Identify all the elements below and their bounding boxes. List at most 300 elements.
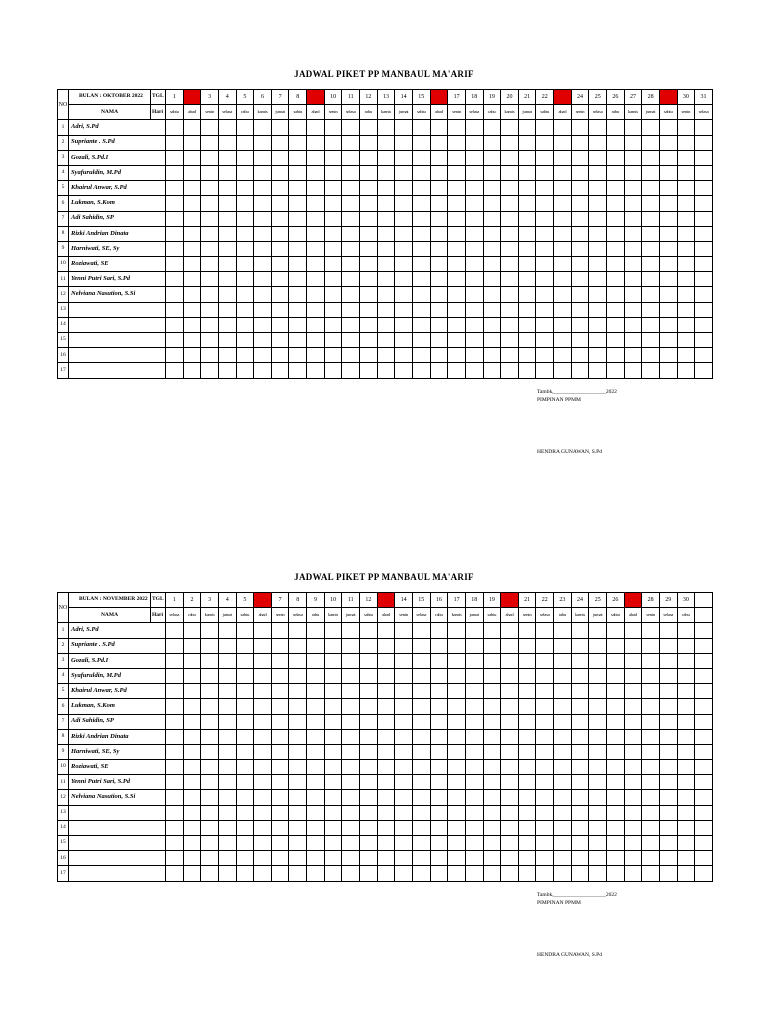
schedule-cell	[607, 135, 625, 150]
schedule-cell	[518, 348, 536, 363]
schedule-cell	[289, 668, 307, 683]
schedule-cell	[465, 760, 483, 775]
schedule-cell	[536, 623, 554, 638]
schedule-cell	[607, 668, 625, 683]
schedule-cell	[342, 348, 360, 363]
schedule-cell	[342, 317, 360, 332]
schedule-cell	[624, 257, 642, 272]
schedule-cell	[324, 836, 342, 851]
schedule-cell	[377, 684, 395, 699]
schedule-cell	[430, 181, 448, 196]
schedule-cell	[607, 820, 625, 835]
row-number: 2	[58, 135, 69, 150]
schedule-cell	[501, 653, 519, 668]
schedule-cell	[642, 317, 660, 332]
table-row	[58, 135, 713, 150]
schedule-cell	[236, 287, 254, 302]
schedule-cell	[501, 135, 519, 150]
schedule-cell	[236, 150, 254, 165]
schedule-cell	[571, 668, 589, 683]
schedule-cell	[518, 714, 536, 729]
schedule-cell	[536, 851, 554, 866]
schedule-cell	[254, 851, 272, 866]
schedule-cell	[360, 790, 378, 805]
schedule-cell	[448, 135, 466, 150]
row-number: 9	[58, 241, 69, 256]
schedule-cell	[448, 272, 466, 287]
schedule-cell	[677, 699, 695, 714]
schedule-cell	[271, 729, 289, 744]
schedule-cell	[324, 851, 342, 866]
schedule-cell	[554, 744, 572, 759]
schedule-cell	[183, 714, 201, 729]
schedule-cell	[448, 851, 466, 866]
schedule-cell	[360, 668, 378, 683]
staff-name: Roziawati, SE	[69, 760, 166, 775]
schedule-cell	[395, 638, 413, 653]
schedule-cell	[483, 790, 501, 805]
date-cell: 15	[412, 593, 430, 608]
date-cell: 15	[412, 90, 430, 105]
table-row	[58, 714, 713, 729]
date-cell: 13	[377, 593, 395, 608]
schedule-cell	[254, 684, 272, 699]
schedule-cell	[501, 714, 519, 729]
schedule-cell	[536, 790, 554, 805]
schedule-cell	[483, 684, 501, 699]
schedule-cell	[307, 775, 325, 790]
schedule-cell	[642, 363, 660, 378]
schedule-cell	[166, 181, 184, 196]
schedule-cell	[571, 272, 589, 287]
schedule-cell	[201, 653, 219, 668]
schedule-table	[57, 592, 713, 882]
schedule-cell	[430, 120, 448, 135]
schedule-cell	[166, 851, 184, 866]
schedule-cell	[377, 363, 395, 378]
schedule-cell	[448, 333, 466, 348]
schedule-cell	[518, 150, 536, 165]
schedule-cell	[166, 120, 184, 135]
schedule-cell	[360, 638, 378, 653]
schedule-cell	[518, 302, 536, 317]
schedule-cell	[236, 241, 254, 256]
schedule-cell	[183, 333, 201, 348]
row-number: 2	[58, 638, 69, 653]
schedule-cell	[554, 851, 572, 866]
table-row	[58, 120, 713, 135]
schedule-cell	[183, 729, 201, 744]
schedule-cell	[254, 333, 272, 348]
schedule-cell	[518, 226, 536, 241]
schedule-cell	[201, 668, 219, 683]
schedule-cell	[659, 836, 677, 851]
schedule-cell	[642, 287, 660, 302]
schedule-cell	[360, 196, 378, 211]
schedule-cell	[624, 653, 642, 668]
date-cell: 19	[483, 90, 501, 105]
schedule-cell	[465, 257, 483, 272]
date-cell: 16	[430, 90, 448, 105]
schedule-cell	[571, 317, 589, 332]
date-cell: 5	[236, 593, 254, 608]
staff-name: Rizki Andrian Dinata	[69, 226, 166, 241]
schedule-cell	[465, 363, 483, 378]
schedule-cell	[642, 196, 660, 211]
day-cell: selasa	[465, 105, 483, 120]
schedule-cell	[218, 775, 236, 790]
schedule-cell	[659, 668, 677, 683]
schedule-cell	[342, 165, 360, 180]
header-row-dates	[58, 90, 713, 105]
schedule-cell	[271, 836, 289, 851]
schedule-cell	[289, 287, 307, 302]
schedule-cell	[430, 851, 448, 866]
schedule-cell	[395, 866, 413, 881]
schedule-cell	[589, 302, 607, 317]
schedule-cell	[166, 623, 184, 638]
schedule-cell	[483, 744, 501, 759]
schedule-cell	[324, 760, 342, 775]
schedule-cell	[395, 851, 413, 866]
schedule-cell	[624, 135, 642, 150]
schedule-cell	[536, 668, 554, 683]
signature-place-date: Tambk,___________________2022	[537, 892, 617, 898]
schedule-cell	[624, 317, 642, 332]
schedule-cell	[554, 257, 572, 272]
schedule-cell	[254, 241, 272, 256]
schedule-cell	[465, 226, 483, 241]
schedule-cell	[571, 120, 589, 135]
schedule-cell	[571, 866, 589, 881]
schedule-cell	[324, 820, 342, 835]
schedule-cell	[430, 317, 448, 332]
schedule-cell	[554, 120, 572, 135]
schedule-cell	[412, 760, 430, 775]
schedule-cell	[360, 181, 378, 196]
schedule-cell	[360, 165, 378, 180]
schedule-cell	[607, 165, 625, 180]
schedule-cell	[201, 805, 219, 820]
schedule-cell	[342, 333, 360, 348]
staff-name: Gozali, S.Pd.I	[69, 150, 166, 165]
staff-name: Khairul Anwar, S.Pd	[69, 684, 166, 699]
schedule-cell	[183, 226, 201, 241]
schedule-cell	[342, 181, 360, 196]
schedule-cell	[465, 165, 483, 180]
schedule-cell	[324, 135, 342, 150]
schedule-cell	[201, 760, 219, 775]
schedule-cell	[236, 851, 254, 866]
schedule-cell	[536, 714, 554, 729]
schedule-cell	[695, 684, 713, 699]
schedule-cell	[642, 638, 660, 653]
schedule-cell	[483, 196, 501, 211]
schedule-cell	[483, 150, 501, 165]
schedule-cell	[677, 805, 695, 820]
day-cell: kamis	[377, 105, 395, 120]
schedule-cell	[430, 135, 448, 150]
schedule-cell	[518, 836, 536, 851]
schedule-cell	[236, 135, 254, 150]
schedule-cell	[624, 196, 642, 211]
schedule-cell	[677, 790, 695, 805]
schedule-cell	[342, 866, 360, 881]
schedule-cell	[518, 744, 536, 759]
schedule-cell	[412, 241, 430, 256]
schedule-cell	[412, 257, 430, 272]
schedule-cell	[412, 150, 430, 165]
schedule-cell	[166, 287, 184, 302]
date-cell: 24	[571, 90, 589, 105]
schedule-cell	[677, 653, 695, 668]
schedule-cell	[448, 302, 466, 317]
schedule-cell	[183, 120, 201, 135]
schedule-cell	[342, 775, 360, 790]
schedule-cell	[624, 684, 642, 699]
schedule-cell	[571, 257, 589, 272]
schedule-cell	[218, 866, 236, 881]
schedule-cell	[254, 120, 272, 135]
schedule-cell	[324, 196, 342, 211]
day-cell	[695, 608, 713, 623]
row-number: 3	[58, 150, 69, 165]
schedule-cell	[536, 805, 554, 820]
schedule-cell	[360, 302, 378, 317]
schedule-cell	[642, 226, 660, 241]
schedule-cell	[183, 790, 201, 805]
schedule-cell	[607, 684, 625, 699]
schedule-cell	[289, 363, 307, 378]
schedule-cell	[430, 790, 448, 805]
schedule-cell	[236, 638, 254, 653]
date-cell: 14	[395, 593, 413, 608]
schedule-cell	[271, 226, 289, 241]
schedule-cell	[360, 257, 378, 272]
schedule-cell	[624, 851, 642, 866]
date-cell: 10	[324, 593, 342, 608]
schedule-cell	[501, 729, 519, 744]
schedule-cell	[607, 744, 625, 759]
signature-role: PIMPINAN PPMM	[537, 397, 581, 403]
schedule-cell	[342, 805, 360, 820]
day-cell: senin	[448, 105, 466, 120]
row-number: 13	[58, 302, 69, 317]
date-cell: 11	[342, 90, 360, 105]
schedule-cell	[589, 257, 607, 272]
schedule-cell	[659, 165, 677, 180]
schedule-cell	[395, 836, 413, 851]
schedule-cell	[607, 348, 625, 363]
schedule-cell	[695, 333, 713, 348]
schedule-cell	[218, 760, 236, 775]
schedule-cell	[659, 638, 677, 653]
schedule-cell	[360, 744, 378, 759]
schedule-cell	[624, 836, 642, 851]
schedule-cell	[342, 820, 360, 835]
schedule-cell	[183, 851, 201, 866]
schedule-cell	[254, 150, 272, 165]
schedule-cell	[342, 302, 360, 317]
schedule-cell	[607, 775, 625, 790]
schedule-cell	[395, 226, 413, 241]
staff-name: Lukman, S.Kom	[69, 699, 166, 714]
schedule-cell	[271, 623, 289, 638]
schedule-cell	[271, 257, 289, 272]
row-number: 11	[58, 775, 69, 790]
schedule-cell	[501, 836, 519, 851]
schedule-cell	[324, 181, 342, 196]
schedule-cell	[412, 699, 430, 714]
schedule-cell	[607, 851, 625, 866]
schedule-cell	[201, 287, 219, 302]
date-cell: 5	[236, 90, 254, 105]
schedule-cell	[412, 775, 430, 790]
schedule-cell	[589, 805, 607, 820]
schedule-cell	[448, 760, 466, 775]
schedule-cell	[677, 135, 695, 150]
day-cell: jumat	[271, 105, 289, 120]
staff-name: Lukman, S.Kom	[69, 196, 166, 211]
schedule-cell	[501, 196, 519, 211]
schedule-cell	[254, 744, 272, 759]
schedule-cell	[624, 165, 642, 180]
schedule-cell	[430, 272, 448, 287]
schedule-cell	[201, 226, 219, 241]
schedule-cell	[430, 714, 448, 729]
schedule-cell	[536, 760, 554, 775]
schedule-cell	[377, 775, 395, 790]
schedule-cell	[395, 333, 413, 348]
schedule-cell	[324, 257, 342, 272]
schedule-cell	[289, 272, 307, 287]
date-cell: 31	[695, 90, 713, 105]
row-number: 1	[58, 120, 69, 135]
schedule-cell	[324, 744, 342, 759]
signature-name: HENDRA GUNAWAN, S.Pd	[537, 449, 602, 455]
schedule-cell	[271, 363, 289, 378]
schedule-cell	[254, 866, 272, 881]
schedule-cell	[271, 790, 289, 805]
staff-name: Syafuruldin, M.Pd	[69, 165, 166, 180]
header-hari: Hari	[151, 105, 166, 120]
schedule-cell	[536, 363, 554, 378]
schedule-cell	[377, 226, 395, 241]
schedule-cell	[589, 226, 607, 241]
schedule-cell	[166, 760, 184, 775]
schedule-cell	[183, 257, 201, 272]
schedule-cell	[536, 729, 554, 744]
schedule-cell	[483, 257, 501, 272]
schedule-cell	[201, 302, 219, 317]
schedule-cell	[589, 363, 607, 378]
schedule-cell	[342, 714, 360, 729]
schedule-cell	[695, 775, 713, 790]
schedule-cell	[236, 302, 254, 317]
schedule-cell	[218, 805, 236, 820]
schedule-cell	[659, 744, 677, 759]
schedule-cell	[571, 196, 589, 211]
schedule-cell	[307, 257, 325, 272]
staff-name: Khairul Anwar, S.Pd	[69, 181, 166, 196]
schedule-cell	[271, 684, 289, 699]
schedule-cell	[218, 363, 236, 378]
schedule-cell	[271, 638, 289, 653]
schedule-cell	[554, 729, 572, 744]
schedule-cell	[589, 714, 607, 729]
schedule-cell	[412, 181, 430, 196]
schedule-cell	[501, 851, 519, 866]
schedule-cell	[289, 211, 307, 226]
schedule-cell	[307, 317, 325, 332]
schedule-cell	[218, 196, 236, 211]
schedule-cell	[412, 120, 430, 135]
schedule-cell	[236, 348, 254, 363]
schedule-cell	[554, 348, 572, 363]
row-number: 3	[58, 653, 69, 668]
schedule-cell	[342, 211, 360, 226]
schedule-cell	[501, 744, 519, 759]
schedule-cell	[412, 836, 430, 851]
schedule-cell	[271, 196, 289, 211]
schedule-cell	[677, 623, 695, 638]
schedule-cell	[518, 684, 536, 699]
schedule-cell	[183, 836, 201, 851]
schedule-cell	[201, 348, 219, 363]
schedule-cell	[324, 668, 342, 683]
schedule-cell	[271, 120, 289, 135]
schedule-cell	[501, 317, 519, 332]
schedule-cell	[307, 836, 325, 851]
schedule-cell	[518, 135, 536, 150]
schedule-cell	[377, 760, 395, 775]
table-row	[58, 623, 713, 638]
schedule-cell	[501, 302, 519, 317]
schedule-cell	[412, 135, 430, 150]
schedule-cell	[271, 272, 289, 287]
schedule-cell	[307, 348, 325, 363]
schedule-cell	[483, 668, 501, 683]
schedule-cell	[183, 363, 201, 378]
table-row	[58, 226, 713, 241]
schedule-cell	[518, 638, 536, 653]
sheet-title: JADWAL PIKET PP MANBAUL MA'ARIF	[294, 572, 474, 582]
schedule-cell	[483, 851, 501, 866]
table-row	[58, 317, 713, 332]
schedule-cell	[554, 363, 572, 378]
schedule-cell	[465, 790, 483, 805]
schedule-cell	[571, 760, 589, 775]
schedule-cell	[554, 196, 572, 211]
schedule-cell	[324, 317, 342, 332]
schedule-cell	[677, 272, 695, 287]
date-cell: 27	[624, 90, 642, 105]
schedule-cell	[695, 744, 713, 759]
staff-name	[69, 302, 166, 317]
schedule-cell	[166, 272, 184, 287]
schedule-cell	[448, 653, 466, 668]
date-cell: 7	[271, 90, 289, 105]
schedule-cell	[554, 638, 572, 653]
schedule-cell	[395, 257, 413, 272]
day-cell: rabu	[183, 608, 201, 623]
schedule-cell	[642, 348, 660, 363]
day-cell: selasa	[659, 608, 677, 623]
schedule-cell	[271, 150, 289, 165]
schedule-cell	[377, 851, 395, 866]
header-name: NAMA	[69, 105, 151, 120]
schedule-cell	[465, 866, 483, 881]
